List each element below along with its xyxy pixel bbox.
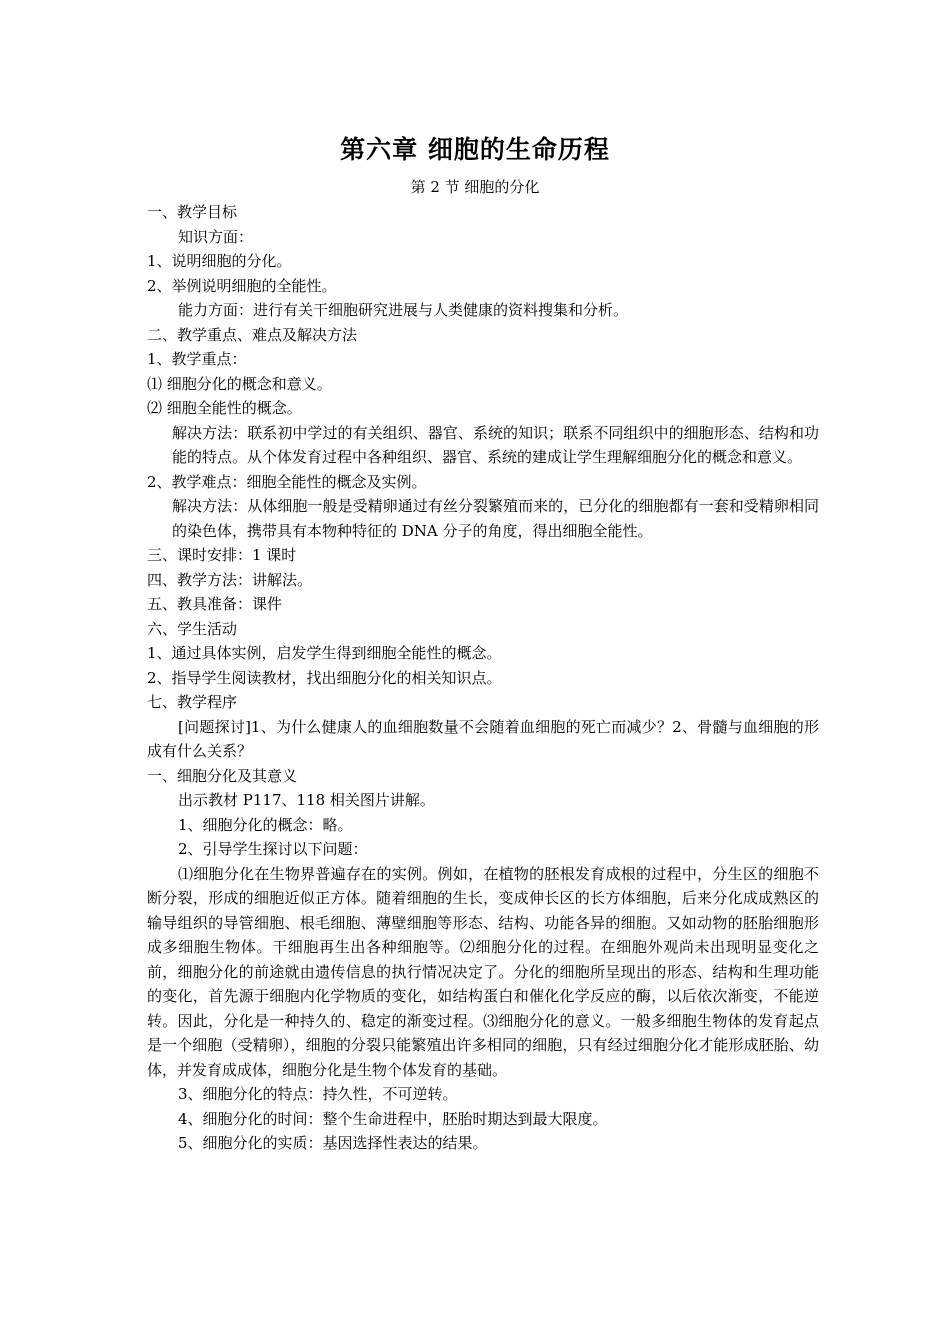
procedure-line: 1、细胞分化的概念：略。 xyxy=(178,815,353,834)
knowledge-aspect-label: 知识方面： xyxy=(178,227,254,246)
procedure-line: 出示教材 P117、118 相关图片讲解。 xyxy=(178,791,435,809)
solution-paragraph: 解决方法：从体细胞一般是受精卵通过有丝分裂繁殖而来的，已分化的细胞都有一套和受精卵相同的染色体，携带具有本物种特征的 DNA 分子的角度，得出细胞全能性。 xyxy=(172,497,819,540)
heading-student-activities: 六、学生活动 xyxy=(147,619,238,638)
activity-item: 1、通过具体实例，启发学生得到细胞全能性的概念。 xyxy=(147,644,502,662)
heading-teaching-procedure: 七、教学程序 xyxy=(147,693,238,711)
ability-aspect-text: 能力方面：进行有关干细胞研究进展与人类健康的资料搜集和分析。 xyxy=(178,301,629,319)
goal-item: 2、举例说明细胞的全能性。 xyxy=(147,276,337,295)
heading-materials: 五、教具准备：课件 xyxy=(147,595,283,613)
document-body xyxy=(147,200,819,1156)
key-point-item: ⑴ 细胞分化的概念和意义。 xyxy=(147,374,332,393)
section-subtitle: 第 2 节 细胞的分化 xyxy=(410,178,540,196)
key-point-item: ⑵ 细胞全能性的概念。 xyxy=(147,399,302,417)
chapter-title: 第六章 细胞的生命历程 xyxy=(340,135,610,164)
heading-method: 四、教学方法：讲解法。 xyxy=(147,570,313,589)
solution-paragraph: 解决方法：联系初中学过的有关组织、器官、系统的知识；联系不同组织中的细胞形态、结构和功能的特点。从个体发育过程中各种组织、器官、系统的建成让学生理解细胞分化的概念和意义。 xyxy=(172,423,819,466)
procedure-line: 5、细胞分化的实质：基因选择性表达的结果。 xyxy=(178,1134,488,1152)
goal-item: 1、说明细胞的分化。 xyxy=(147,252,292,270)
heading-schedule: 三、课时安排：1 课时 xyxy=(147,546,297,564)
heading-key-points: 二、教学重点、难点及解决方法 xyxy=(147,325,358,344)
problem-discussion-paragraph: [问题探讨]1、为什么健康人的血细胞数量不会随着血细胞的死亡而减少？2、骨髓与血细胞的形成有什么关系？ xyxy=(147,717,819,760)
subheading-key-points: 1、教学重点： xyxy=(147,350,247,368)
procedure-line: 3、细胞分化的特点：持久性，不可逆转。 xyxy=(178,1085,458,1103)
heading-teaching-goals: 一、教学目标 xyxy=(147,203,238,221)
procedure-line: 2、引导学生探讨以下问题： xyxy=(178,840,368,858)
procedure-line: 4、细胞分化的时间：整个生命进程中，胚胎时期达到最大限度。 xyxy=(178,1109,608,1128)
activity-item: 2、指导学生阅读教材，找出细胞分化的相关知识点。 xyxy=(147,668,502,687)
discussion-paragraph: ⑴细胞分化在生物界普遍存在的实例。例如，在植物的胚根发育成根的过程中，分生区的细胞不断分裂，形成的细胞近似正方体。随着细胞的生长，变成伸长区的长方体细胞，后来分化成成熟区的输导组织的导管细胞、根毛细胞、薄壁细胞等形态、结构、功能各异的细胞。又如动物的胚胎细胞形成多细胞生物体。干细胞再生出各种细胞等。⑵细胞分化的过程。在细胞外观尚未出现明显变化之前，细胞分化的前途就由遗传信息的执行情况决定了。分化的细胞所呈现出的形态、结构和生理功能的变化，首先源于细胞内化学物质的变化，如结构蛋白和催化化学反应的酶，以后依次渐变，不能逆转。因此，分化是一种持久的、稳定的渐变过程。⑶细胞分化的意义。一般多细胞生物体的发育起点是一个细胞（受精卵），细胞的分裂只能繁殖出许多相同的细胞，只有经过细胞分化才能形成胚胎、幼体，并发育成成体，细胞分化是生物个体发育的基础。 xyxy=(147,864,819,1079)
heading-cell-differentiation: 一、细胞分化及其意义 xyxy=(147,766,298,785)
subheading-difficulty: 2、教学难点：细胞全能性的概念及实例。 xyxy=(147,472,427,491)
